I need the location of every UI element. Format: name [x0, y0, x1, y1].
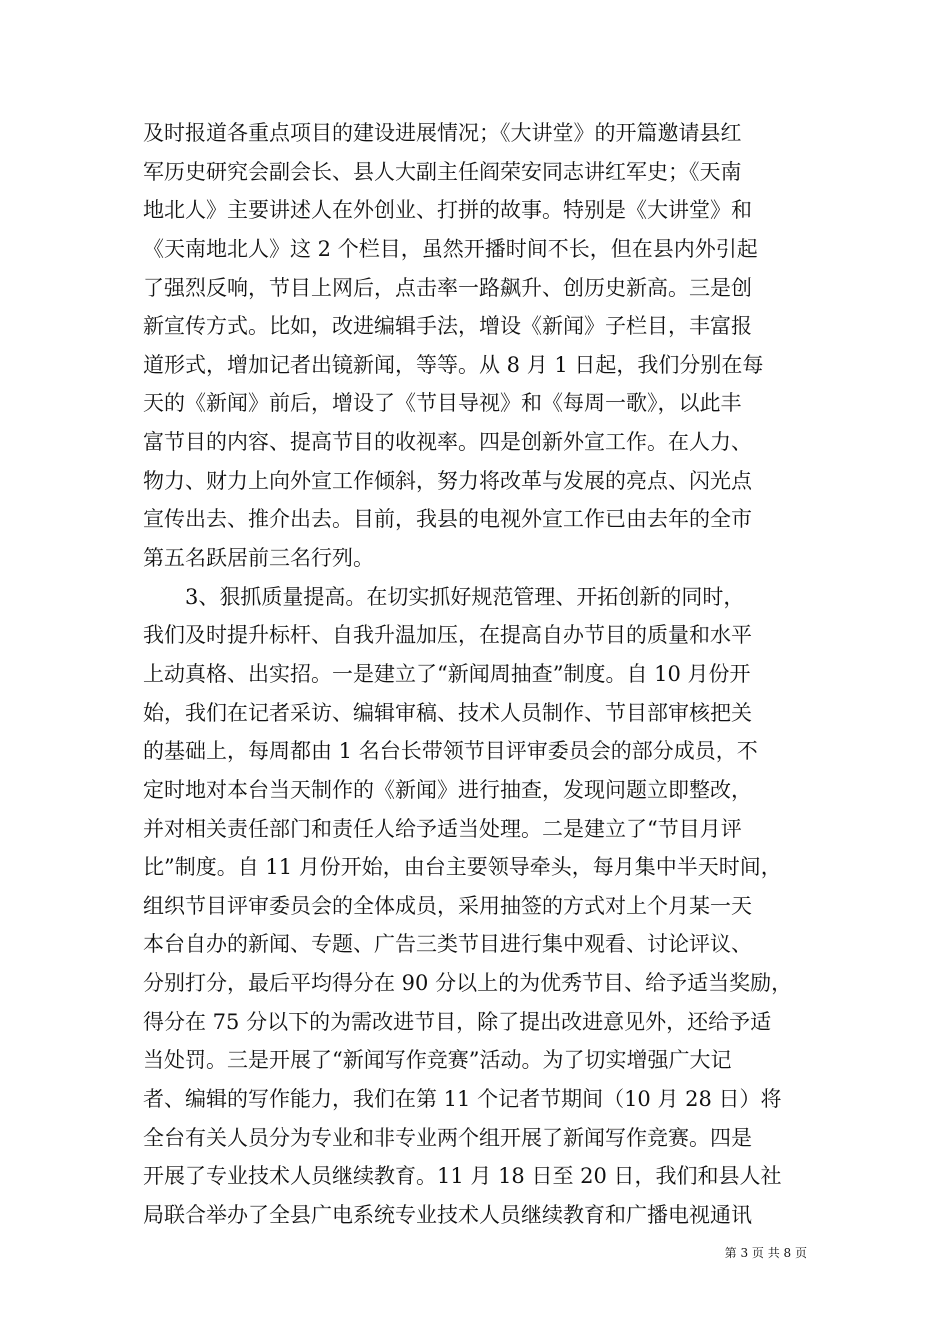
text-line: 分别打分，最后平均得分在 90 分以上的为优秀节目、给予适当奖励， [143, 971, 793, 996]
text-line: 富节目的内容、提高节目的收视率。四是创新外宣工作。在人力、 [143, 430, 752, 455]
text-line: 局联合举办了全县广电系统专业技术人员继续教育和广播电视通讯 [143, 1202, 752, 1227]
text-line: 的基础上，每周都由 1 名台长带领节目评审委员会的部分成员，不 [143, 739, 758, 764]
text-line: 军历史研究会副会长、县人大副主任阎荣安同志讲红军史；《天南 [143, 159, 742, 184]
text-line: 比”制度。自 11 月份开始，由台主要领导牵头，每月集中半天时间， [143, 855, 782, 880]
text-line: 并对相关责任部门和责任人给予适当处理。二是建立了“节目月评 [143, 816, 742, 841]
text-line: 我们及时提升标杆、自我升温加压，在提高自办节目的质量和水平 [143, 623, 752, 648]
text-line: 及时报道各重点项目的建设进展情况；《大讲堂》的开篇邀请县红 [143, 121, 742, 145]
text-line: 新宣传方式。比如，改进编辑手法，增设《新闻》子栏目，丰富报 [143, 314, 752, 339]
text-line: 天的《新闻》前后，增设了《节目导视》和《每周一歌》，以此丰 [143, 391, 742, 416]
text-line: 得分在 75 分以下的为需改进节目，除了提出改进意见外，还给予适 [143, 1009, 772, 1034]
text-line: 《天南地北人》这 2 个栏目，虽然开播时间不长，但在县内外引起 [143, 236, 758, 261]
text-line: 者、编辑的写作能力，我们在第 11 个记者节期间（10 月 28 日）将 [143, 1087, 782, 1112]
body-text [143, 114, 823, 1235]
text-line: 道形式，增加记者出镜新闻，等等。从 8 月 1 日起，我们分别在每 [143, 352, 764, 377]
text-line: 全台有关人员分为专业和非专业两个组开展了新闻写作竞赛。四是 [143, 1125, 752, 1150]
text-line: 组织节目评审委员会的全体成员，采用抽签的方式对上个月某一天 [143, 893, 752, 918]
text-line: 始，我们在记者采访、编辑审稿、技术人员制作、节目部审核把关 [143, 700, 752, 725]
text-line: 宣传出去、推介出去。目前，我县的电视外宣工作已由去年的全市 [143, 507, 752, 532]
text-line: 开展了专业技术人员继续教育。11 月 18 日至 20 日，我们和县人社 [143, 1164, 782, 1189]
text-line: 了强烈反响，节目上网后，点击率一路飙升、创历史新高。三是创 [143, 275, 752, 300]
section-heading-line: 3、狠抓质量提高。在切实抓好规范管理、开拓创新的同时， [185, 584, 745, 609]
text-line: 当处罚。三是开展了“新闻写作竞赛”活动。为了切实增强广大记 [143, 1048, 732, 1073]
page-number-footer: 第 3 页 共 8 页 [724, 1246, 807, 1260]
text-line: 地北人》主要讲述人在外创业、打拼的故事。特别是《大讲堂》和 [143, 198, 752, 223]
text-line: 物力、财力上向外宣工作倾斜，努力将改革与发展的亮点、闪光点 [143, 468, 752, 493]
text-line: 第五名跃居前三名行列。 [143, 546, 374, 571]
text-line: 本台自办的新闻、专题、广告三类节目进行集中观看、讨论评议、 [143, 932, 752, 957]
text-line: 定时地对本台当天制作的《新闻》进行抽查，发现问题立即整改， [143, 777, 752, 802]
text-line: 上动真格、出实招。一是建立了“新闻周抽查”制度。自 10 月份开 [143, 661, 751, 686]
